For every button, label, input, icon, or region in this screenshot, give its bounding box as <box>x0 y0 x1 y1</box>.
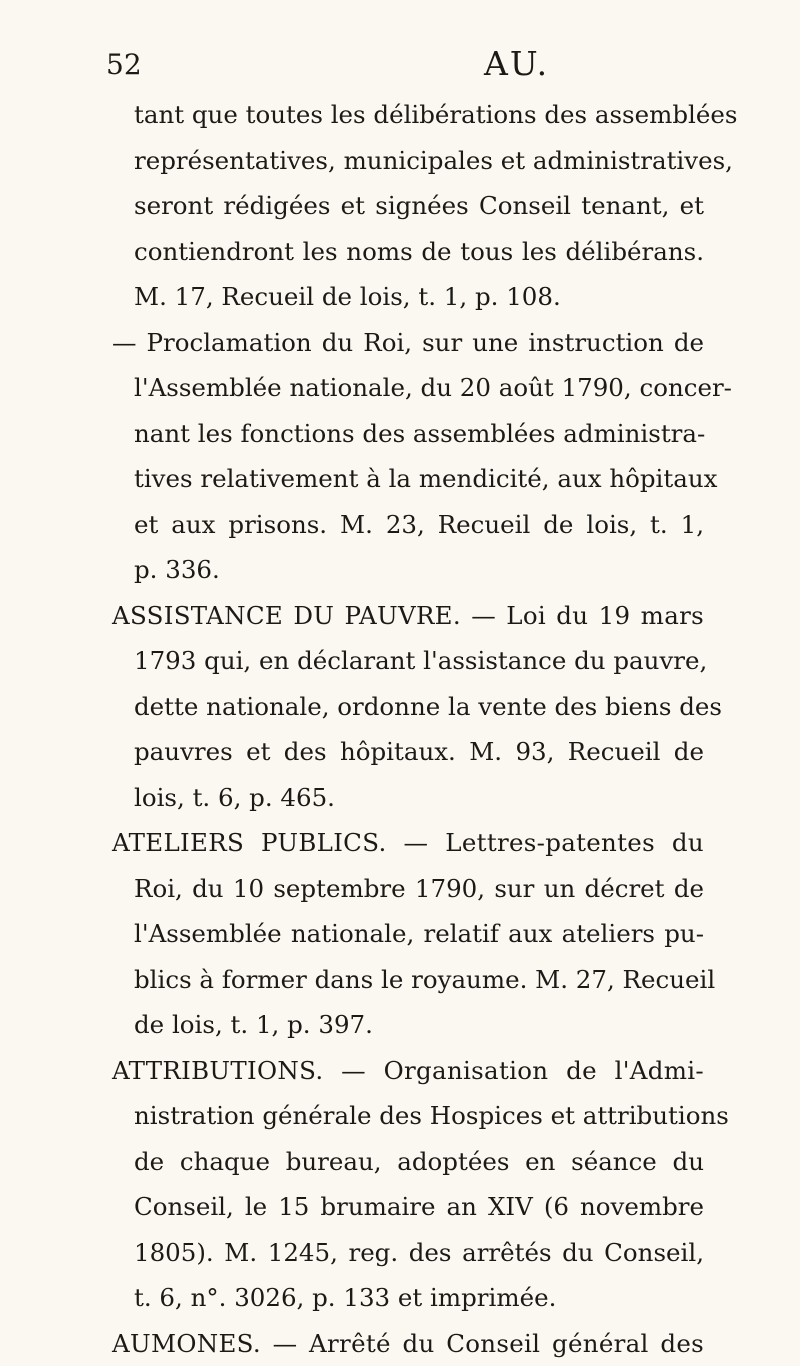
entry-heading-line: ATELIERS PUBLICS. — Lettres-patentes du <box>112 820 704 866</box>
text-line: l'Assemblée nationale, relatif aux ateliers pu- <box>112 911 704 957</box>
text-line: lois, t. 6, p. 465. <box>112 775 704 821</box>
text-line: nant les fonctions des assemblées administra- <box>112 411 704 457</box>
page-header <box>106 38 706 88</box>
text-line: pauvres et des hôpitaux. M. 93, Recueil de <box>112 729 704 775</box>
entry-heading-line: AUMONES. — Arrêté du Conseil général des <box>112 1321 704 1366</box>
entry-heading-line: ATTRIBUTIONS. — Organisation de l'Admi- <box>112 1048 704 1094</box>
text-line: tant que toutes les délibérations des assemblées <box>112 92 704 138</box>
text-line: M. 17, Recueil de lois, t. 1, p. 108. <box>112 274 704 320</box>
text-line: de chaque bureau, adoptées en séance du <box>112 1139 704 1185</box>
text-line: Roi, du 10 septembre 1790, sur un décret de <box>112 866 704 912</box>
text-line: 1793 qui, en déclarant l'assistance du pauvre, <box>112 638 704 684</box>
text-line: blics à former dans le royaume. M. 27, Recueil <box>112 957 704 1003</box>
running-head: AU. <box>484 44 549 83</box>
page-body <box>112 92 704 1366</box>
text-line: 1805). M. 1245, reg. des arrêtés du Conseil, <box>112 1230 704 1276</box>
text-line: seront rédigées et signées Conseil tenant, et <box>112 183 704 229</box>
entry-heading-line: ASSISTANCE DU PAUVRE. — Loi du 19 mars <box>112 593 704 639</box>
text-line: contiendront les noms de tous les délibérans. <box>112 229 704 275</box>
text-line: p. 336. <box>112 547 704 593</box>
text-line: dette nationale, ordonne la vente des biens des <box>112 684 704 730</box>
text-line: t. 6, n°. 3026, p. 133 et imprimée. <box>112 1275 704 1321</box>
text-line: et aux prisons. M. 23, Recueil de lois, t. 1, <box>112 502 704 548</box>
text-line: Conseil, le 15 brumaire an XIV (6 novembre <box>112 1184 704 1230</box>
text-line: l'Assemblée nationale, du 20 août 1790, concer- <box>112 365 704 411</box>
text-line: nistration générale des Hospices et attributions <box>112 1093 704 1139</box>
page-number: 52 <box>106 48 142 81</box>
entry-line: — Proclamation du Roi, sur une instruction de <box>112 320 704 366</box>
text-line: tives relativement à la mendicité, aux hôpitaux <box>112 456 704 502</box>
text-line: de lois, t. 1, p. 397. <box>112 1002 704 1048</box>
text-line: représentatives, municipales et administratives, <box>112 138 704 184</box>
